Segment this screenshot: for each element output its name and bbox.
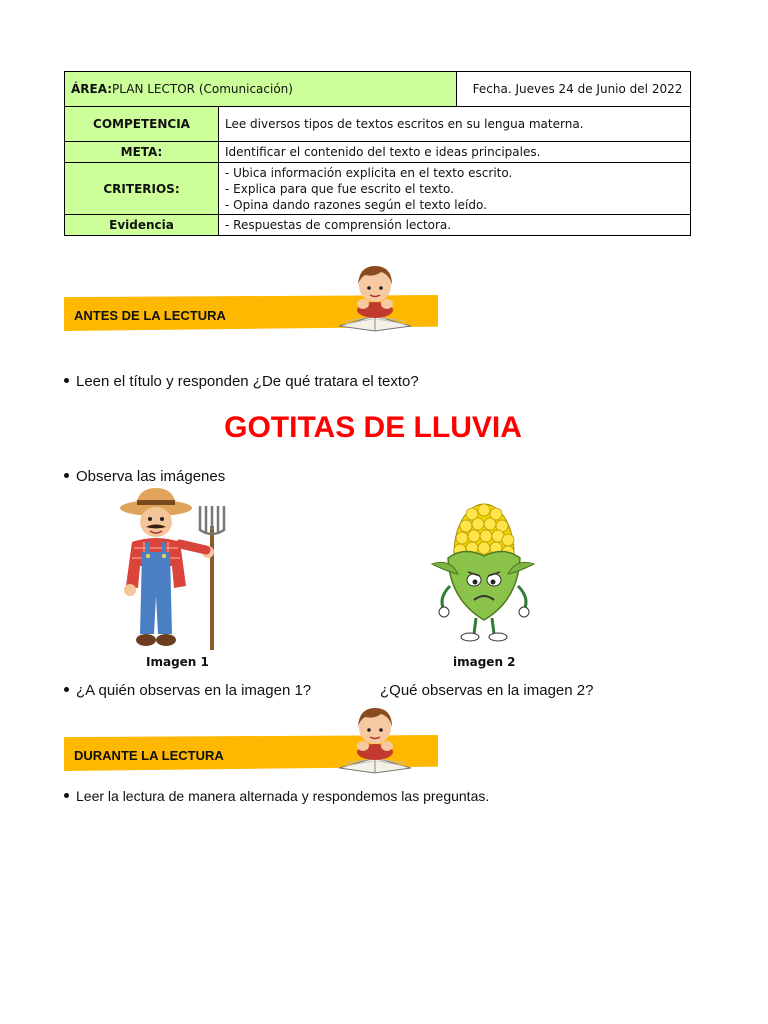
farmer-illustration <box>110 486 238 652</box>
reading-title: GOTITAS DE LLUVIA <box>224 411 522 444</box>
competencia-label: COMPETENCIA <box>65 107 219 142</box>
area-value: PLAN LECTOR (Comunicación) <box>112 82 293 96</box>
competencia-value: Lee diversos tipos de textos escritos en su lengua materna. <box>219 107 691 142</box>
area-cell <box>65 72 457 107</box>
area-label: ÁREA: <box>71 82 113 96</box>
info-table <box>64 71 691 236</box>
date-cell: Fecha. Jueves 24 de Junio del 2022 <box>456 72 690 107</box>
antes-banner-label: ANTES DE LA LECTURA <box>74 308 226 323</box>
sad-corn-illustration <box>428 500 538 644</box>
criterio-item: - Explica para que fue escrito el texto. <box>225 181 454 196</box>
criterios-label: CRITERIOS: <box>65 163 219 215</box>
meta-label: META: <box>65 142 219 163</box>
antes-bullet-1-text: Leen el título y responden ¿De qué tratara el texto? <box>76 373 419 390</box>
evidencia-value: - Respuestas de comprensión lectora. <box>219 215 691 236</box>
meta-value: Identificar el contenido del texto e ideas principales. <box>219 142 691 163</box>
durante-bullet-1-text: Leer la lectura de manera alternada y respondemos las preguntas. <box>76 788 490 804</box>
criterio-item: - Opina dando razones según el texto leído. <box>225 197 487 212</box>
criterios-list <box>219 163 691 215</box>
reading-child-icon <box>335 260 415 332</box>
question-image-2: ¿Qué observas en la imagen 2? <box>380 682 594 699</box>
evidencia-label: Evidencia <box>65 215 219 236</box>
antes-bullet-1 <box>64 373 419 390</box>
antes-bullet-2 <box>64 468 225 485</box>
caption-image-1: Imagen 1 <box>146 655 209 669</box>
antes-bullet-2-text: Observa las imágenes <box>76 468 226 485</box>
question-image-1-text: ¿A quién observas en la imagen 1? <box>76 682 312 699</box>
criterio-item: - Ubica información explicita en el texto escrito. <box>225 165 513 180</box>
durante-bullet-1 <box>64 788 489 804</box>
durante-banner-label: DURANTE LA LECTURA <box>74 748 224 763</box>
caption-image-2: imagen 2 <box>453 655 516 669</box>
reading-child-icon <box>335 702 415 774</box>
question-image-1 <box>64 682 311 699</box>
